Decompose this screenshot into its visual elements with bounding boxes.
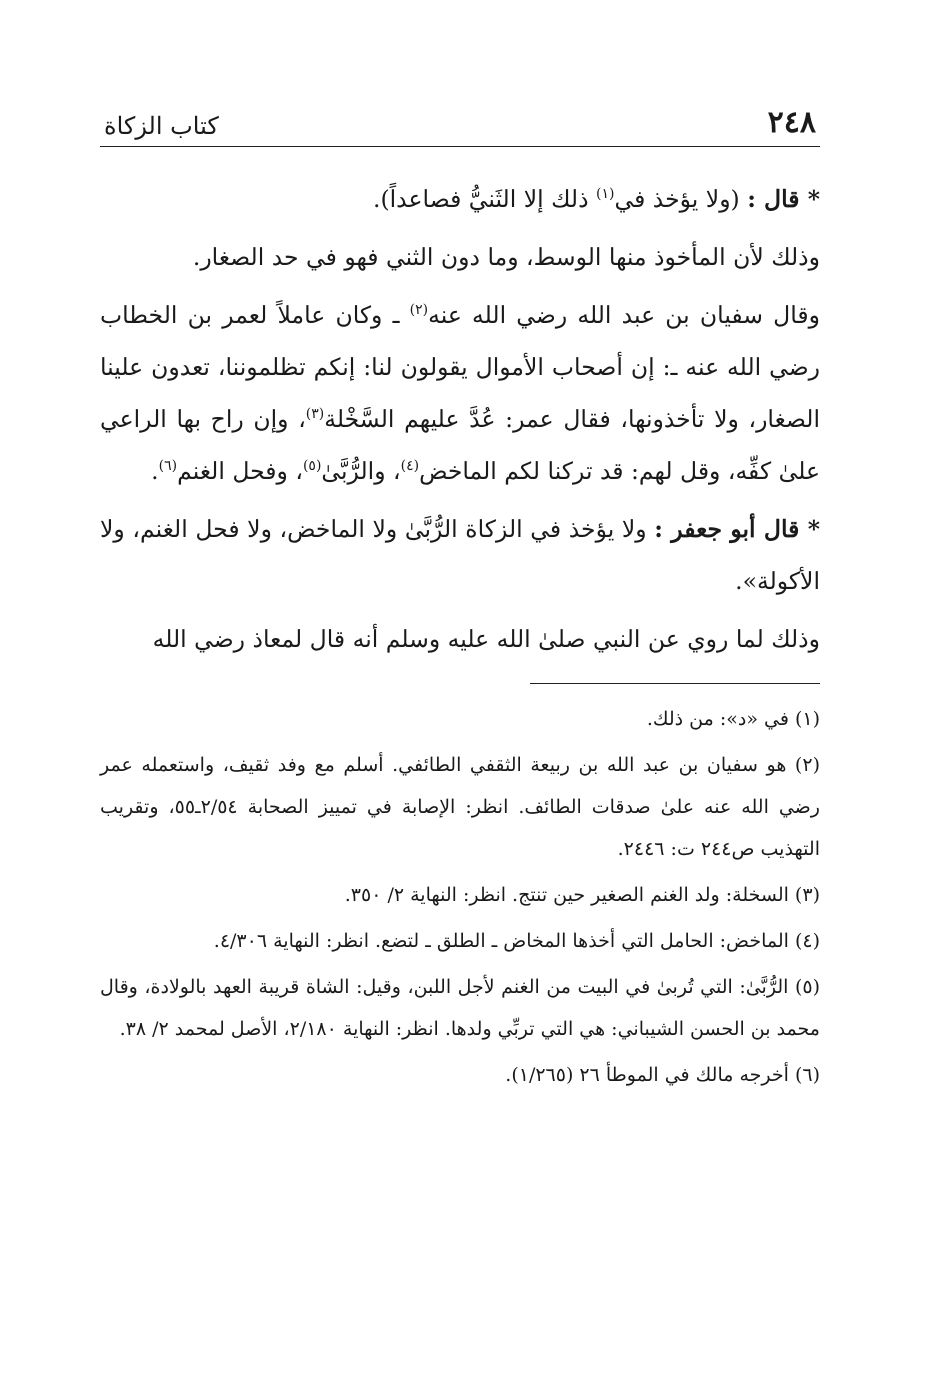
footnote-2: (٢) هو سفيان بن عبد الله بن ربيعة الثقفي الطائفي. أسلم مع وفد ثقيف، واستعمله عمر رضي الله عنه علىٰ صدقات الطائف. انظر: الإصابة في تمييز الصحابة ٢/٥٤ـ٥٥، وتقريب التهذيب ص٢٤٤ ت: ٢٤٤٦.	[100, 754, 820, 860]
page-number: ٢٤٨	[767, 105, 816, 140]
paragraph-1: * قال : (ولا يؤخذ في$^{(١)}$ ذلك إلا الثَنيُّ فصاعداً).	[373, 185, 820, 213]
star-marker: *	[799, 515, 820, 543]
footnote-6: (٦) أخرجه مالك في الموطأ ٢٦ (١/٢٦٥).	[505, 1064, 820, 1086]
page-header	[100, 90, 820, 147]
footnote-ref: (٥)	[302, 458, 322, 475]
footnote-4: (٤) الماخض: الحامل التي أخذها المخاض ـ الطلق ـ لتضع. انظر: النهاية ٤/٣٠٦.	[213, 930, 820, 952]
paragraph-4: * قال أبو جعفر : ولا يؤخذ في الزكاة الرُّبَّىٰ ولا الماخض، ولا فحل الغنم، ولا الأكولة».	[100, 515, 820, 595]
main-text	[100, 173, 820, 665]
speaker-label: قال :	[747, 185, 800, 213]
footnote-divider	[530, 683, 820, 684]
speaker-label: قال أبو جعفر :	[654, 515, 800, 543]
footnote-1: (١) في «د»: من ذلك.	[646, 708, 820, 730]
footnote-ref: (٦)	[158, 458, 178, 475]
footnote-ref: (٤)	[400, 458, 420, 475]
footnote-5: (٥) الرُّبَّىٰ: التي تُربىٰ في البيت من الغنم لأجل اللبن، وقيل: الشاة قريبة العهد بالولادة، وقال محمد بن الحسن الشيباني: هي التي تربِّي ولدها. انظر: النهاية ٢/١٨٠، الأصل لمحمد ٢/ ٣٨.	[100, 976, 820, 1040]
paragraph-3: وقال سفيان بن عبد الله رضي الله عنه$^{(٢)}$ ـ وكان عاملاً لعمر بن الخطاب رضي الله عنه ـ: إن أصحاب الأموال يقولون لنا: إنكم تظلموننا، تعدون علينا الصغار، ولا تأخذونها، فقال عمر: عُدَّ عليهم السَّخْلة$^{(٣)}$، وإن راح بها الراعي علىٰ كفِّه، وقل لهم: قد تركنا لكم الماخض$^{(٤)}$، والرُّبَّىٰ$^{(٥)}$، وفحل الغنم$^{(٦)}$.	[100, 301, 820, 485]
footnote-ref: (١)	[596, 186, 615, 203]
footnotes	[100, 698, 820, 1096]
paragraph-2: وذلك لأن المأخوذ منها الوسط، وما دون الثني فهو في حد الصغار.	[192, 243, 820, 271]
paragraph-5: وذلك لما روي عن النبي صلىٰ الله عليه وسلم أنه قال لمعاذ رضي الله	[152, 625, 820, 653]
book-page	[100, 90, 820, 1100]
footnote-ref: (٢)	[409, 302, 429, 319]
footnote-3: (٣) السخلة: ولد الغنم الصغير حين تنتج. انظر: النهاية ٢/ ٣٥٠.	[344, 884, 820, 906]
footnote-ref: (٣)	[305, 406, 325, 423]
star-marker: *	[799, 185, 820, 213]
running-title: كتاب الزكاة	[104, 112, 219, 140]
